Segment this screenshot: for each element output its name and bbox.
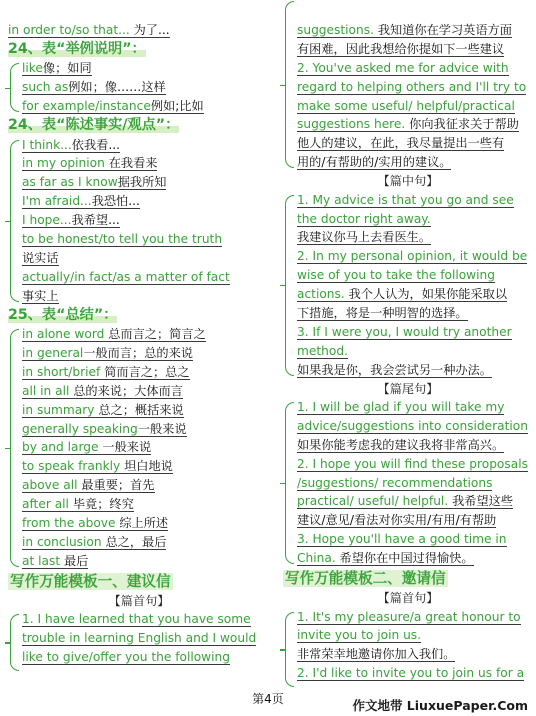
section-24-examples-list [8,59,270,116]
chinese-translation: 一般来说 [137,421,187,436]
text-line [297,285,533,304]
chinese-translation: 建议/意见/看法对你实用/有用/有帮助 [297,513,497,528]
text-line [297,247,533,266]
english-phrase: I hope... [22,213,72,228]
text-line [22,268,270,287]
phrase-item [22,495,270,514]
text-line [297,266,533,285]
phrase-item [22,78,270,97]
chinese-translation: 据我所知 [117,175,167,190]
text-line [22,192,270,211]
english-phrase: 1. It's my pleasure/a great honour to [297,609,521,624]
chinese-translation: 像；如同 [42,61,92,76]
english-phrase: 1. I will be glad if you will take my [297,400,505,415]
template-1-middle-lines [283,191,533,380]
text-line [22,648,270,667]
english-phrase: in alone word [22,327,105,342]
text-line [22,173,270,192]
intro-line: in order to/so that... 为了... [8,23,170,37]
text-line [297,549,533,568]
text-line [297,191,533,210]
text-line [297,436,533,455]
brace-icon [10,614,19,671]
page-number: 第4页 [252,692,284,706]
english-phrase: China. [297,551,336,566]
english-phrase: like to give/offer you the following [22,649,230,664]
text-line [297,78,533,97]
brace-icon [285,612,294,688]
text-line [297,97,533,116]
template-1-ending-label: 【篇尾句】 [377,381,439,396]
english-phrase: in short/brief [22,364,101,379]
text-line [297,323,533,342]
left-column [8,0,270,667]
brace-icon [285,1,294,168]
phrase-item [22,533,270,552]
chinese-translation: 说实话 [22,250,59,265]
english-phrase: I'm afraid... [22,194,92,209]
english-phrase: actually/in fact/as a matter of fact [22,269,230,284]
chinese-translation: 我希望... [71,213,120,228]
chinese-translation: 我个人认为，如果你能采取以 [344,287,508,302]
chinese-translation: 总之，最后 [101,534,167,549]
text-line [297,228,533,247]
text-line [297,361,533,380]
text-line [297,210,533,229]
english-phrase: 1. I have learned that you have some [22,612,251,627]
text-line [297,304,533,323]
text-line [297,59,533,78]
chinese-translation: 坦白地说 [120,459,173,474]
chinese-translation: 我恐怕... [91,194,140,209]
text-line [297,511,533,530]
chinese-translation: 简而言之；总之 [100,364,190,379]
text-line [297,626,533,645]
english-phrase: wise of you to take the following [297,268,495,283]
english-phrase: all in all [22,383,70,398]
english-phrase: to speak frankly [22,459,121,474]
text-line [297,153,533,172]
phrase-item [22,363,270,382]
chinese-translation: 下措施，将是一种明智的选择。 [297,305,468,320]
english-phrase: I think... [22,137,72,152]
section-25-summary-heading: 25、表“总结”： [8,306,118,323]
chinese-translation: 有困难，因此我想给你提如下一些建议 [297,41,505,56]
english-phrase: above all [22,478,78,493]
text-line [22,154,270,173]
english-phrase: from the above [22,515,116,530]
text-line [22,610,270,629]
chinese-translation: 我知道你在学习英语方面 [373,23,512,37]
phrase-item [22,382,270,401]
text-line [297,40,533,59]
text-line [297,134,533,153]
chinese-translation: 最后 [60,553,89,568]
chinese-translation: 非常荣幸地邀请你加入我们。 [297,647,456,662]
chinese-translation: 综上所述 [115,515,169,530]
english-phrase: 2. You've asked me for advice with [297,60,509,75]
template-1-opening-lines [8,610,270,667]
english-phrase: 2. I'd like to invite you to join us for a [297,666,525,681]
section-24-examples-heading: 24、表“举例说明”： [8,40,146,57]
english-phrase: 1. My advice is that you go and see [297,192,514,207]
text-line [297,342,533,361]
brace-icon [285,402,294,564]
template-1-opening-continued [283,21,533,172]
phrase-item [22,457,270,476]
chinese-translation: 最重要；首先 [77,478,155,493]
chinese-translation: 总的来说；大体而言 [69,383,183,398]
english-phrase: suggestions here. [297,117,406,132]
phrase-item [22,401,270,420]
text-line [297,455,533,474]
phrase-item [22,344,270,363]
english-phrase: after all [22,497,69,512]
english-phrase: suggestions. [297,23,374,37]
chinese-translation: 他人的建议，在此，我尽量提出一些有 [297,136,505,151]
english-phrase: advice/suggestions into consideration [297,418,528,433]
chinese-translation: 例如;比如 [150,99,204,114]
text-line [22,211,270,230]
text-line [22,249,270,268]
chinese-translation: 一般来说 [98,440,152,455]
english-phrase: like [22,61,43,76]
english-phrase: trouble in learning English and I would [22,631,257,646]
chinese-translation: 你向我征求关于帮助 [405,117,519,132]
english-phrase: invite you to join us. [297,628,422,643]
template-2-title: 写作万能模板二、邀请信 [285,570,446,588]
english-phrase: in my opinion [22,156,105,171]
text-line [22,629,270,648]
chinese-translation: 如果我是你，我会尝试另一种办法。 [297,362,492,377]
english-phrase: 3. Hope you'll have a good time in [297,532,507,547]
chinese-translation: 总之；概括来说 [94,402,184,417]
english-phrase: make some useful/ helpful/practical [297,98,515,113]
section-24-facts-list [8,136,270,306]
phrase-item [22,97,270,116]
text-line [297,21,533,40]
text-line [297,115,533,134]
chinese-translation: 希望你在中国过得愉快。 [335,551,474,566]
phrase-item [22,552,270,571]
phrase-item [22,514,270,533]
english-phrase: by and large [22,440,99,455]
english-phrase: in summary [22,402,95,417]
text-line [297,417,533,436]
text-line [297,608,533,627]
text-line [297,645,533,664]
template-1-opening-label: 【篇首句】 [108,593,170,608]
text-line [22,136,270,155]
english-phrase: /suggestions/ recommendations [297,475,493,490]
english-phrase: regard to helping others and I'll try to [297,79,527,94]
template-2-opening-label: 【篇首句】 [377,591,439,606]
chinese-translation: 一般而言；总的来说 [83,345,193,360]
brace-icon [285,195,294,376]
text-line [22,230,270,249]
phrase-item [22,476,270,495]
chinese-translation: 总而言之；简言之 [104,327,206,342]
template-1-ending-lines [283,398,533,568]
english-phrase: 2. In my personal opinion, it would be [297,249,528,264]
phrase-item [22,59,270,78]
section-24-facts-heading: 24、表“陈述事实/观点”： [8,117,180,134]
english-phrase: to be honest/to tell you the truth [22,232,223,247]
text-line [22,287,270,306]
brace-icon [10,140,19,302]
english-phrase: 2. I hope you will find these proposals [297,456,528,471]
chinese-translation: 在我看来 [104,156,158,171]
text-line [297,474,533,493]
english-phrase: the doctor right away. [297,211,431,226]
template-1-middle-label: 【篇中句】 [377,174,439,189]
chinese-translation: 例如；像……这样 [68,80,166,95]
template-1-title: 写作万能模板一、建议信 [10,572,171,590]
english-phrase: method. [297,343,348,358]
chinese-translation: 我建议你马上去看医生。 [297,230,432,245]
chinese-translation: 毕竟；终究 [68,497,134,512]
brace-icon [10,63,19,112]
phrase-item [22,438,270,457]
chinese-translation: 事实上 [22,288,59,303]
english-phrase: generally speaking [22,421,138,436]
chinese-translation: 依我看... [71,137,120,152]
text-line [297,492,533,511]
text-line [297,398,533,417]
english-phrase: for example/instance [22,99,151,114]
english-phrase: 3. If I were you, I would try another [297,324,512,339]
text-line [297,664,533,683]
template-2-opening-lines [283,608,533,684]
english-phrase: at last [22,553,61,568]
english-phrase: as far as I know [22,175,118,190]
english-phrase: such as [22,80,69,95]
chinese-translation: 如果你能考虑我的建议我将非常高兴。 [297,437,505,452]
english-phrase: in conclusion [22,534,102,549]
phrase-item [22,325,270,344]
english-phrase: in general [22,345,84,360]
english-phrase: actions. [297,287,345,302]
phrase-item [22,420,270,439]
chinese-translation: 我希望这些 [448,494,514,509]
chinese-translation: 用的/有帮助的/实用的建议。 [297,155,452,170]
section-25-summary-list [8,325,270,571]
english-phrase: practical/ useful/ helpful. [297,494,449,509]
site-watermark: 作文地带 LiuxuePaper.Com [352,698,528,713]
brace-icon [10,329,19,567]
right-column [283,0,533,683]
text-line [297,530,533,549]
